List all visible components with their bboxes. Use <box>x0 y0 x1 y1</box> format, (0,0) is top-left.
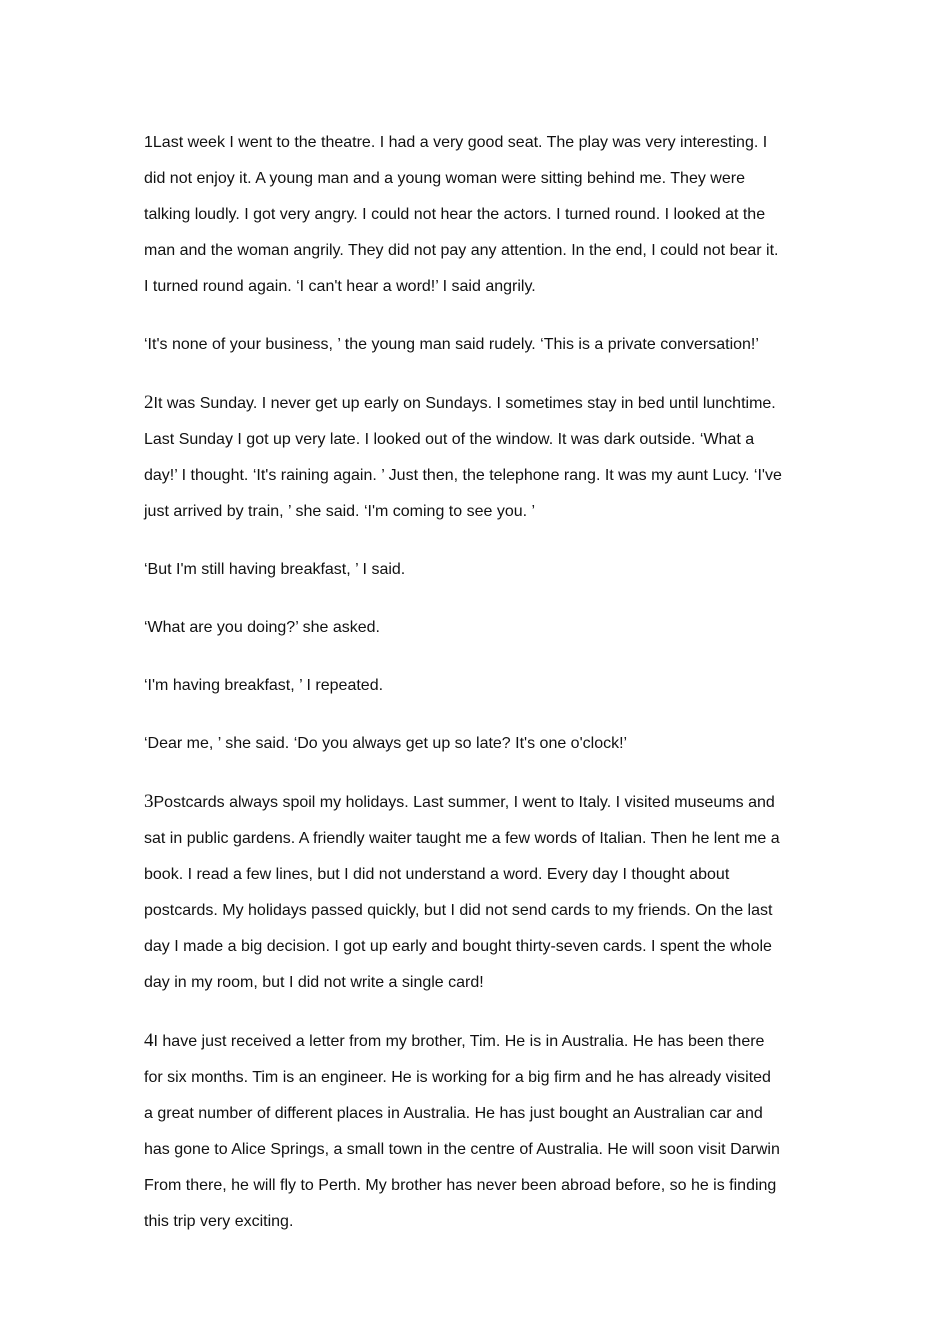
story-2-dialogue-line: ‘What are you doing?’ she asked. <box>144 619 380 636</box>
story-4-line: From there, he will fly to Perth. My brother has never been abroad before, so he is finding <box>144 1177 777 1194</box>
story-2-line: Last Sunday I got up very late. I looked out of the window. It was dark outside. ‘What a <box>144 431 755 448</box>
document-page <box>144 125 814 1240</box>
story-1-line: talking loudly. I got very angry. I could not hear the actors. I turned round. I looked at the <box>144 206 766 223</box>
story-1-reply: ‘It's none of your business, ’ the young man said rudely. ‘This is a private conversation!’ <box>144 336 759 353</box>
story-4-line: this trip very exciting. <box>144 1213 294 1230</box>
story-2-dialogue-line: ‘But I'm still having breakfast, ’ I said. <box>144 561 406 578</box>
story-4-number: 4 <box>144 1030 154 1051</box>
story-2-line: just arrived by train, ’ she said. ‘I'm coming to see you. ’ <box>144 503 536 520</box>
story-3-line: book. I read a few lines, but I did not understand a word. Every day I thought about <box>144 866 730 883</box>
story-4-line: a great number of different places in Australia. He has just bought an Australian car and <box>144 1105 763 1122</box>
story-3-paragraph <box>144 784 814 1001</box>
story-2-number: 2 <box>144 392 154 413</box>
story-2-line: 2It was Sunday. I never get up early on Sundays. I sometimes stay in bed until lunchtime. <box>144 392 776 413</box>
story-4-line: has gone to Alice Springs, a small town in the centre of Australia. He will soon visit Darwin <box>144 1141 780 1158</box>
story-2-dialogue-line: ‘Dear me, ’ she said. ‘Do you always get up so late? It's one o'clock!’ <box>144 735 628 752</box>
story-2-line: day!’ I thought. ‘It's raining again. ’ Just then, the telephone rang. It was my aunt Lucy. ‘I've <box>144 467 782 484</box>
story-1-line: did not enjoy it. A young man and a young woman were sitting behind me. They were <box>144 170 745 187</box>
story-4-paragraph <box>144 1023 814 1240</box>
story-2-paragraph <box>144 385 814 530</box>
story-3-line: postcards. My holidays passed quickly, but I did not send cards to my friends. On the last <box>144 902 773 919</box>
story-1-line: man and the woman angrily. They did not pay any attention. In the end, I could not bear it. <box>144 242 779 259</box>
story-1-number: 1 <box>144 134 153 151</box>
story-3-number: 3 <box>144 791 154 812</box>
story-4-line: for six months. Tim is an engineer. He is working for a big firm and he has already visited <box>144 1069 771 1086</box>
story-2-dialogue-line: ‘I'm having breakfast, ’ I repeated. <box>144 677 384 694</box>
story-3-line: day I made a big decision. I got up early and bought thirty-seven cards. I spent the whole <box>144 938 772 955</box>
story-1-line: I turned round again. ‘I can't hear a word!’ I said angrily. <box>144 278 536 295</box>
story-1-line: 1Last week I went to the theatre. I had a very good seat. The play was very interesting. I <box>144 134 768 151</box>
story-3-line: day in my room, but I did not write a single card! <box>144 974 484 991</box>
story-3-line: 3Postcards always spoil my holidays. Last summer, I went to Italy. I visited museums and <box>144 791 775 812</box>
story-3-line: sat in public gardens. A friendly waiter taught me a few words of Italian. Then he lent me a <box>144 830 780 847</box>
story-4-line: 4I have just received a letter from my brother, Tim. He is in Australia. He has been there <box>144 1030 765 1051</box>
story-1-paragraph <box>144 125 814 305</box>
